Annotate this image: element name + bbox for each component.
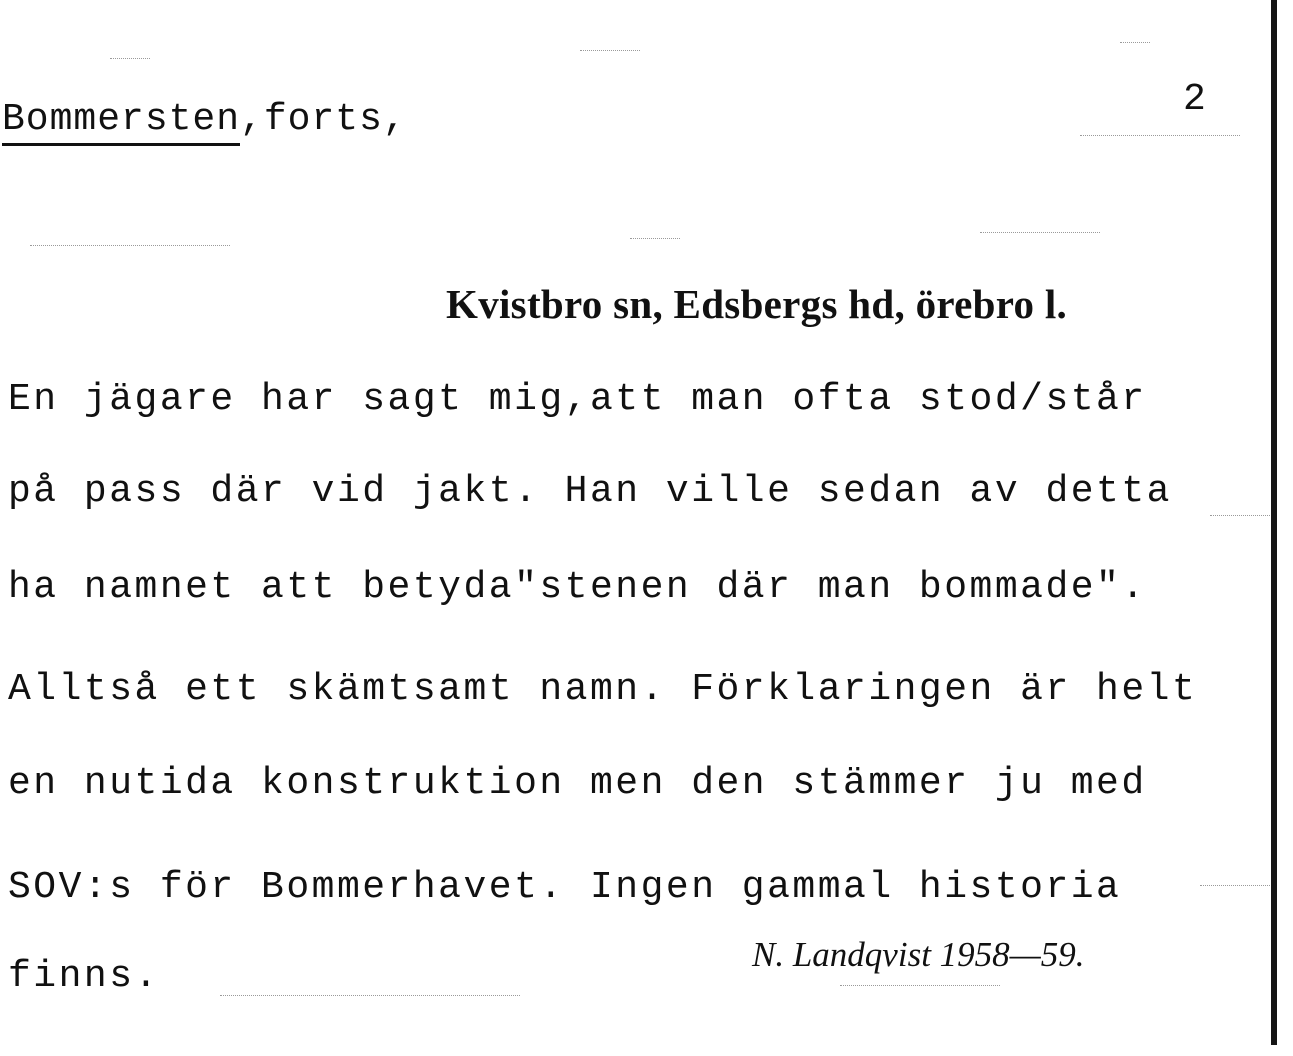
location-stamp: Kvistbro sn, Edsbergs hd, örebro l. (446, 281, 1068, 327)
scan-speck (1120, 42, 1150, 44)
scan-speck (1080, 135, 1240, 137)
scan-speck (220, 995, 520, 997)
scan-speck (840, 985, 1000, 987)
scan-speck (580, 50, 640, 52)
body-line-5: en nutida konstruktion men den stämmer ju med (8, 762, 1147, 805)
scan-speck (30, 245, 230, 247)
body-line-3: ha namnet att betyda"stenen där man bommade". (8, 566, 1147, 609)
page-number: 2 (1183, 78, 1206, 121)
body-line-4: Alltså ett skämtsamt namn. Förklaringen är helt (8, 668, 1198, 711)
continuation-label: ,forts, (240, 98, 407, 141)
card-heading (2, 98, 407, 141)
signature: N. Landqvist 1958—59. (752, 935, 1085, 974)
body-line-7: finns. (8, 955, 160, 998)
scan-speck (110, 58, 150, 60)
place-name: Bommersten (2, 98, 240, 146)
body-line-1: En jägare har sagt mig,att man ofta stod/står (8, 378, 1147, 421)
scan-speck (980, 232, 1100, 234)
body-line-6: SOV:s för Bommerhavet. Ingen gammal historia (8, 866, 1122, 909)
card-edge-line (1271, 0, 1277, 1045)
scan-speck (1210, 515, 1270, 517)
scan-speck (1200, 885, 1270, 887)
scan-speck (630, 238, 680, 240)
body-line-2: på pass där vid jakt. Han ville sedan av detta (8, 470, 1172, 513)
